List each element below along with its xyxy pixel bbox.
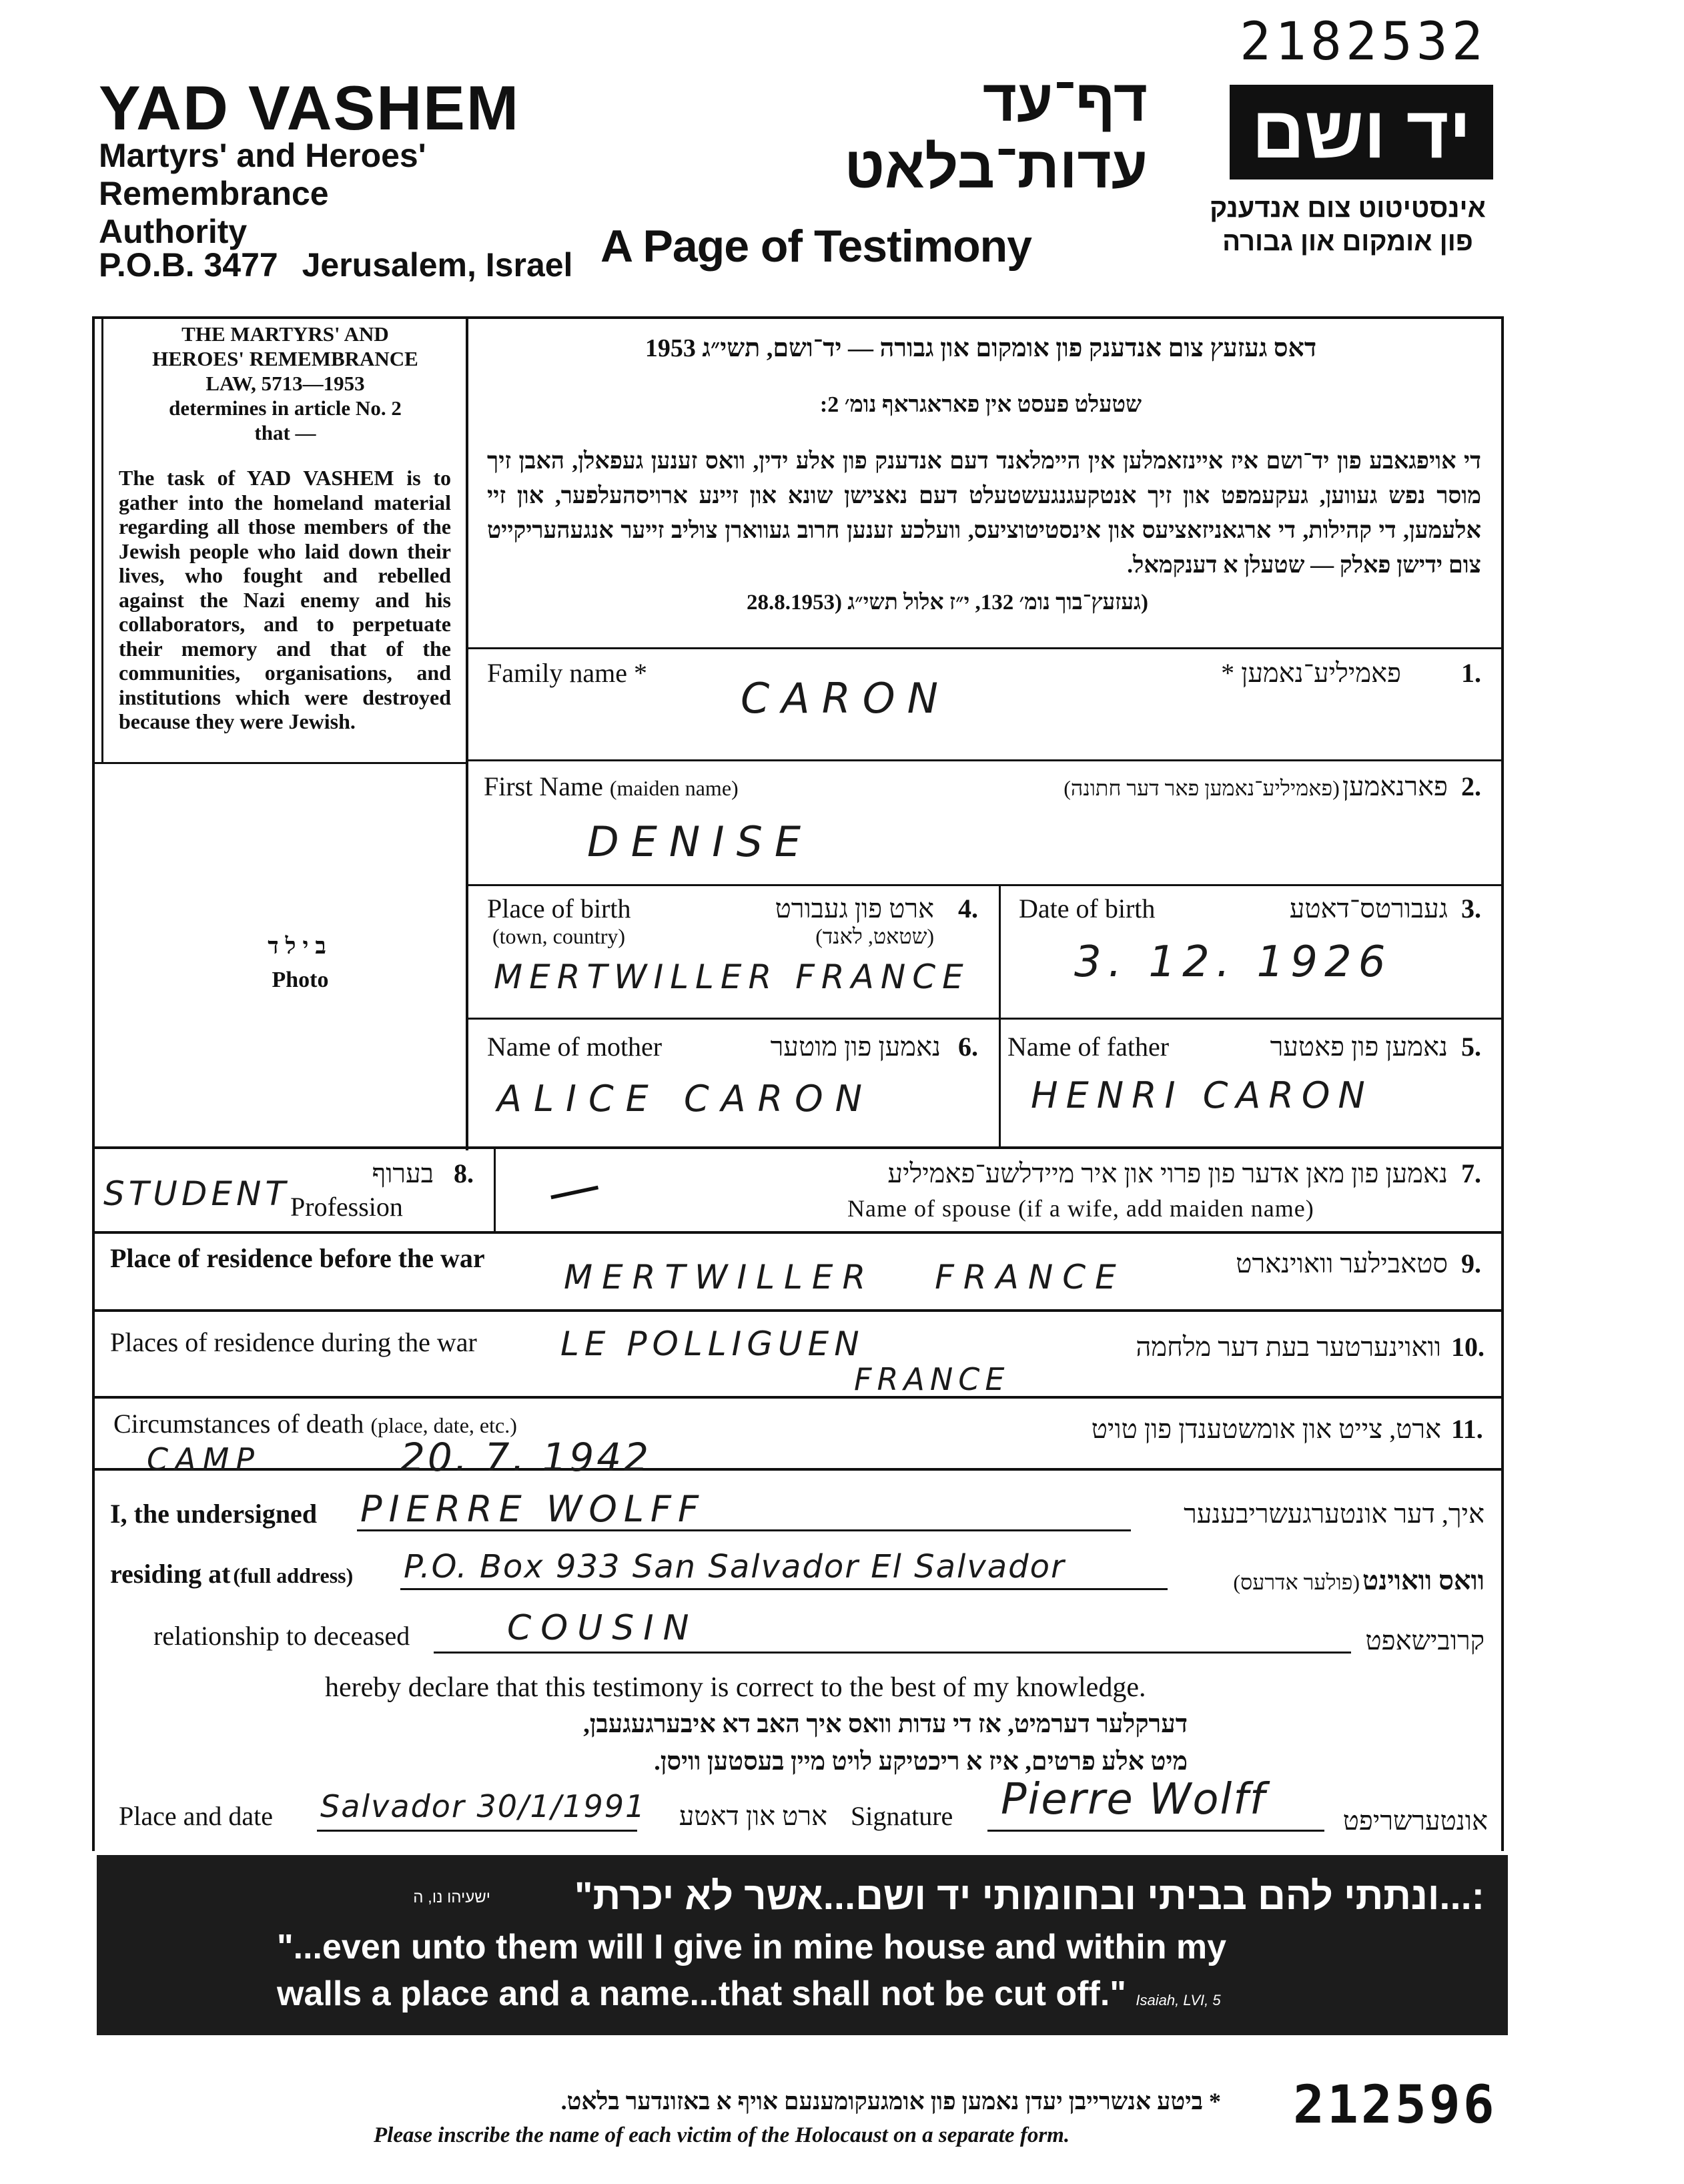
row-line-9-top [92,1468,1504,1471]
residence-during-war-label-hebrew: וואוינערטער בעת דער מלחמה [1136,1332,1441,1362]
photo-hebrew-label: בילד [268,934,333,959]
father-name-label: Name of father [1007,1032,1170,1062]
banner-hebrew-reference: ישעיהו נו, ה [413,1888,490,1906]
law-title-3: LAW, 5713—1953 [205,372,365,395]
date-of-birth-label: Date of birth [1019,893,1156,924]
undersigned-label-hebrew: איך, דער אונטערגעשריבענער [1184,1499,1485,1529]
org-line-1: Martyrs' and Heroes' [99,137,426,174]
spouse-value[interactable]: — [541,1152,606,1225]
org-name: YAD VASHEM [99,73,520,143]
circumstances-death-small: (place, date, etc.) [370,1413,517,1437]
law-box-inner-left [101,316,103,763]
residing-heb-small: (פולער אדרעס) [1233,1570,1360,1594]
pob: P.O.B. 3477 [99,246,278,284]
spouse-label: Name of spouse (if a wife, add maiden name) [847,1195,1314,1222]
field-number-7: 7. [1461,1158,1481,1188]
residence-before-war-value[interactable]: MERTWILLER FRANCE [564,1258,1126,1297]
residence-during-war-value-2[interactable]: FRANCE [854,1361,1010,1397]
signature-value[interactable]: Pierre Wolff [1001,1775,1266,1824]
footer-hebrew-note: * ביטע אנשרייבן יעדן נאמען פון אומגעקומענעם אויף א באזונדער בלאט. [560,2088,1221,2115]
col-divider-profession [494,1146,496,1232]
footer-english-note: Please inscribe the name of each victim of the Holocaust on a separate form. [374,2123,1070,2147]
family-name-label-hebrew: פאמיליע־נאמען * [1221,658,1401,688]
frame-right [1501,316,1504,1851]
father-name-value[interactable]: HENRI CARON [1031,1074,1373,1116]
residing-label-text: residing at [110,1559,231,1589]
residing-heb-text: וואס וואוינט [1362,1565,1485,1595]
law-column-divider [466,316,468,1150]
field-number-3: 3. [1461,893,1481,924]
relationship-label: relationship to deceased [153,1621,410,1651]
declaration-english: hereby declare that this testimony is correct to the best of my knowledge. [325,1672,1146,1703]
row-line-5-top [92,1146,1504,1149]
field-number-2: 2. [1461,771,1481,801]
first-name-label-text: First Name [484,771,603,801]
org-subtitle [99,137,426,251]
city: Jerusalem, Israel [302,246,573,284]
first-name-label-small: (maiden name) [609,776,739,800]
row-line-7-top [92,1309,1504,1312]
date-of-birth-label-hebrew: געבורטס־דאטע [1289,893,1448,924]
org-line-2: Remembrance [99,175,329,212]
circumstances-death-place-value[interactable]: CAMP [147,1441,262,1477]
law-title [107,322,464,445]
relationship-underline [434,1652,1351,1654]
circumstances-death-text: Circumstances of death [113,1409,364,1439]
circumstances-death-date-value[interactable]: 20. 7. 1942 [400,1435,652,1480]
org-address [99,246,572,284]
document-number-bottom: 212596 [1293,2075,1497,2135]
signature-label: Signature [851,1801,953,1831]
undersigned-name-value[interactable]: PIERRE WOLFF [360,1488,706,1530]
first-name-label [484,771,739,802]
residing-address-value[interactable]: P.O. Box 933 San Salvador El Salvador [404,1548,1066,1585]
row-line-6-top [92,1231,1504,1234]
place-of-birth-sublabel-hebrew: (שטאט, לאנד) [815,924,934,948]
law-title-2: HEROES' REMEMBRANCE [152,347,418,370]
residence-during-war-label: Places of residence during the war [110,1327,477,1357]
residence-during-war-value-1[interactable]: LE POLLIGUEN [560,1325,865,1363]
undersigned-label: I, the undersigned [110,1499,318,1529]
mother-name-value[interactable]: ALICE CARON [497,1078,875,1120]
place-date-label: Place and date [119,1801,273,1831]
first-name-value[interactable]: DENISE [587,817,813,866]
place-of-birth-sublabel: (town, country) [492,924,626,948]
institute-hebrew-2: פון אומקום און גבורה [1222,227,1473,256]
relationship-value[interactable]: COUSIN [507,1608,699,1648]
father-name-label-hebrew: נאמען פון פאטער [1270,1032,1448,1062]
photo-label: Photo [272,968,329,992]
law-hebrew-reference: (געזעץ־בוך נומ׳ 132, י״ז אלול תשי״ג (28.8.1953 [747,591,1148,615]
first-name-heb-text: פארנאמען [1342,771,1448,801]
frame-top [92,316,1504,319]
residing-underline [400,1588,1168,1590]
declaration-hebrew-1: דערקלער דערמיט, אז די עדות וואס איך האב דא איבערגעגעבן, [583,1710,1188,1738]
signature-label-hebrew: אונטערשריפט [1342,1806,1488,1836]
field-number-9: 9. [1461,1248,1481,1279]
spouse-label-hebrew: נאמען פון מאן אדער פון פרוי און איר מיידלשע־פאמיליע [887,1158,1448,1188]
logo-text: יד ושם [1252,91,1471,173]
scripture-banner [97,1855,1508,2035]
title-hebrew-1: דף־עד [982,67,1148,133]
banner-english-line-2 [277,1974,1221,2014]
profession-value[interactable]: STUDENT [103,1174,290,1213]
title-hebrew-2: עדות־בלאט [844,134,1148,200]
field-number-11: 11. [1451,1414,1483,1444]
row-line-1-top [467,647,1503,649]
frame-left [92,316,95,1851]
circumstances-death-label-hebrew: ארט, צייט און אומשטענדן פון טויט [1091,1414,1441,1444]
profession-label-hebrew: בערוף [372,1158,434,1188]
residing-label-hebrew [1171,1565,1485,1596]
law-determines: determines in article No. 2 [169,396,402,420]
row-line-4-top [467,1018,1503,1020]
field-number-10: 10. [1451,1332,1485,1362]
page-title: A Page of Testimony [600,221,1031,272]
residing-label [110,1558,353,1589]
family-name-value[interactable]: CARON [741,674,950,723]
row-line-2-top [467,759,1503,761]
banner-english-line-1: "...even unto them will I give in mine house and within my [277,1928,1227,1966]
field-number-1: 1. [1461,658,1481,688]
law-hebrew-title: דאס געזעץ צום אנדענק פון אומקום און גבורה — יד־ושם, תשי״ג 1953 [645,334,1317,362]
relationship-label-hebrew: קרובישאפט [1365,1625,1485,1656]
yad-vashem-logo [1230,85,1493,179]
place-date-value[interactable]: Salvador 30/1/1991 [320,1788,647,1824]
place-date-underline [317,1830,637,1832]
law-that: that — [254,421,316,444]
banner-english-reference: Isaiah, LVI, 5 [1136,1992,1221,2009]
row-line-8-top [92,1396,1504,1399]
law-hebrew-subtitle: שטעלט פעסט אין פאראגראף נומ׳ 2: [819,392,1142,417]
field-number-4: 4. [958,893,978,924]
document-number-top: 2182532 [1240,12,1487,72]
date-of-birth-value[interactable]: 3. 12. 1926 [1074,938,1392,987]
first-name-heb-small: (פאמיליע־נאמען פאר דער חתונה) [1064,776,1340,800]
declaration-hebrew-2: מיט אלע פרטים, איז א ריכטיקע לויט מיין בעסטען וויסן. [654,1748,1188,1776]
residence-before-war-label: Place of residence before the war [110,1243,485,1273]
profession-label: Profession [290,1192,403,1222]
field-number-5: 5. [1461,1032,1481,1062]
family-name-label: Family name * [487,658,647,688]
residing-label-small: (full address) [233,1563,354,1587]
law-box-bottom [92,762,467,764]
signature-underline [987,1830,1324,1832]
banner-english-line-2-text: walls a place and a name...that shall not be cut off." [277,1974,1126,2013]
law-title-1: THE MARTYRS' AND [181,322,389,346]
field-number-8: 8. [454,1158,474,1188]
banner-hebrew-quote: :...ונתתי להם בביתי ובחומותי יד ושם...אשר לא יכרת" [574,1874,1485,1918]
residence-before-war-label-hebrew: סטאבילער וואוינארט [1236,1248,1448,1279]
law-text: The task of YAD VASHEM is to gather into the homeland material regarding all those members of the Jewish people who laid down their lives, who fought and rebelled against the Nazi enemy and his collaborators, and to perpetuate their memory and that of the communities, organisations, and institutions which were destroyed because they were Jewish. [119,466,451,733]
first-name-label-hebrew [867,771,1448,802]
field-number-6: 6. [958,1032,978,1062]
institute-hebrew-1: אינסטיטוט צום אנדענק [1210,194,1486,223]
row-line-3-top [467,884,1503,886]
place-of-birth-label: Place of birth [487,893,631,924]
place-of-birth-label-hebrew: ארט פון געבורט [775,893,934,924]
org-line-3: Authority [99,213,248,250]
mother-name-label-hebrew: נאמען פון מוטער [770,1032,941,1062]
col-divider-birth [999,884,1001,1148]
place-of-birth-value[interactable]: MERTWILLER FRANCE [494,958,970,996]
place-date-label-hebrew: ארט און דאטע [679,1801,827,1831]
law-hebrew-body: די אויפגאבע פון יד־ושם איז איינזאמלען אין היימלאנד דעם אנדענק פון אלע ידין, וואס זענען געפאלן, האבן זיך מוסר נפש געווען, געקעמפט און זיך אנטקעגנגעשטעלט דעם נאצישן שונא און זיינע ארויסהעלפער, און זיי אלעמען, די קהילות, די ארגאניזאציעס און אינסטיטוציעס, וועלכע זענען חרוב געווארן צוליב זייער אנגעהעריקייט צום ידישן פאלק — שטעלן א דענקמאל. [487,448,1481,578]
mother-name-label: Name of mother [487,1032,663,1062]
